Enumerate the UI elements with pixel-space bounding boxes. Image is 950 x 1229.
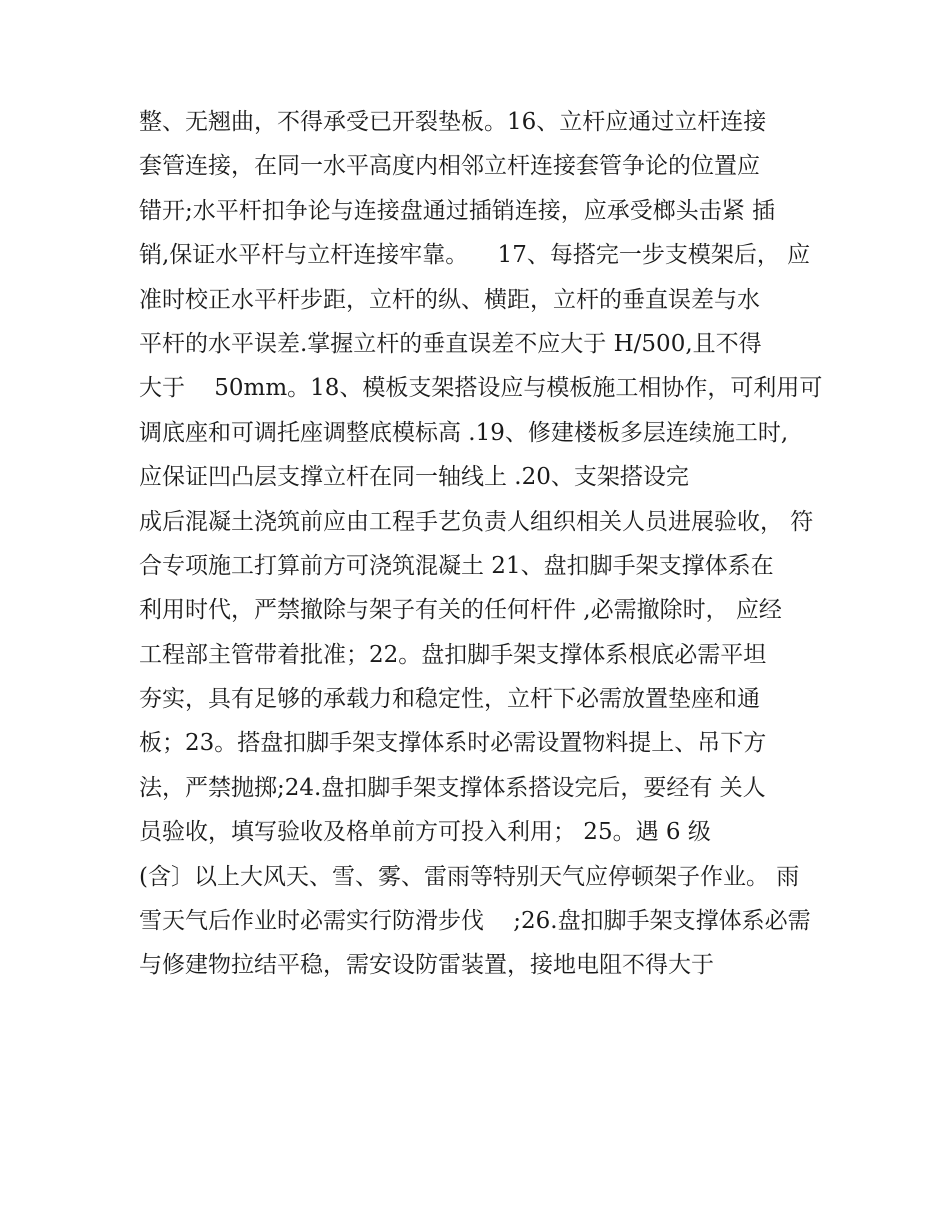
body-text: [139, 100, 839, 988]
text-line: 调底座和可调托座调整底模标高 .19、修建楼板多层连续施工时,: [139, 419, 789, 446]
text-line: 员验收，填写验收及格单前方可投入利用； 25。遇 6 级: [139, 819, 711, 846]
text-line: 应保证凹凸层支撑立杆在同一轴线上 .20、支架搭设完: [139, 464, 689, 491]
text-line: 准时校正水平杆步距，立杆的纵、横距，立杆的垂直误差与水: [139, 286, 760, 313]
text-line: 平杆的水平误差.掌握立杆的垂直误差不应大于 H/500,且不得: [139, 330, 762, 357]
text-line: 与修建物拉结平稳，需安设防雷装置，接地电阻不得大于: [139, 952, 714, 979]
text-line: 合专项施工打算前方可浇筑混凝土 21、盘扣脚手架支撑体系在: [139, 552, 774, 579]
text-line: 大于 50mm。18、模板支架搭设应与模板施工相协作，可利用可: [139, 375, 823, 402]
text-line: 法，严禁抛掷;24.盘扣脚手架支撑体系搭设完后，要经有 关人: [139, 774, 766, 801]
text-line: 销,保证水平杆与立杆连接牢靠。 17、每搭完一步支模架后， 应: [139, 242, 811, 269]
text-line: 成后混凝土浇筑前应由工程手艺负责人组织相关人员进展验收， 符: [139, 508, 814, 535]
text-line: 套管连接，在同一水平高度内相邻立杆连接套管争论的位置应: [139, 153, 760, 180]
text-line: 错开;水平杆扣争论与连接盘通过插销连接，应承受榔头击紧 插: [139, 197, 776, 224]
text-line: 利用时代，严禁撤除与架子有关的任何杆件 ,必需撤除时， 应经: [139, 597, 782, 624]
text-line: 整、无翘曲，不得承受已开裂垫板。16、立杆应通过立杆连接: [139, 109, 767, 135]
text-line: 夯实，具有足够的承载力和稳定性，立杆下必需放置垫座和通: [139, 686, 760, 713]
text-line: 工程部主管带着批准；22。盘扣脚手架支撑体系根底必需平坦: [139, 641, 767, 668]
text-line: 板；23。搭盘扣脚手架支撑体系时必需设置物料提上、吊下方: [139, 730, 767, 757]
text-line: 雪天气后作业时必需实行防滑步伐 ;26.盘扣脚手架支撑体系必需: [139, 908, 811, 935]
text-line: (含〕以上大风天、雪、雾、雷雨等特别天气应停顿架子作业。 雨: [139, 863, 800, 890]
